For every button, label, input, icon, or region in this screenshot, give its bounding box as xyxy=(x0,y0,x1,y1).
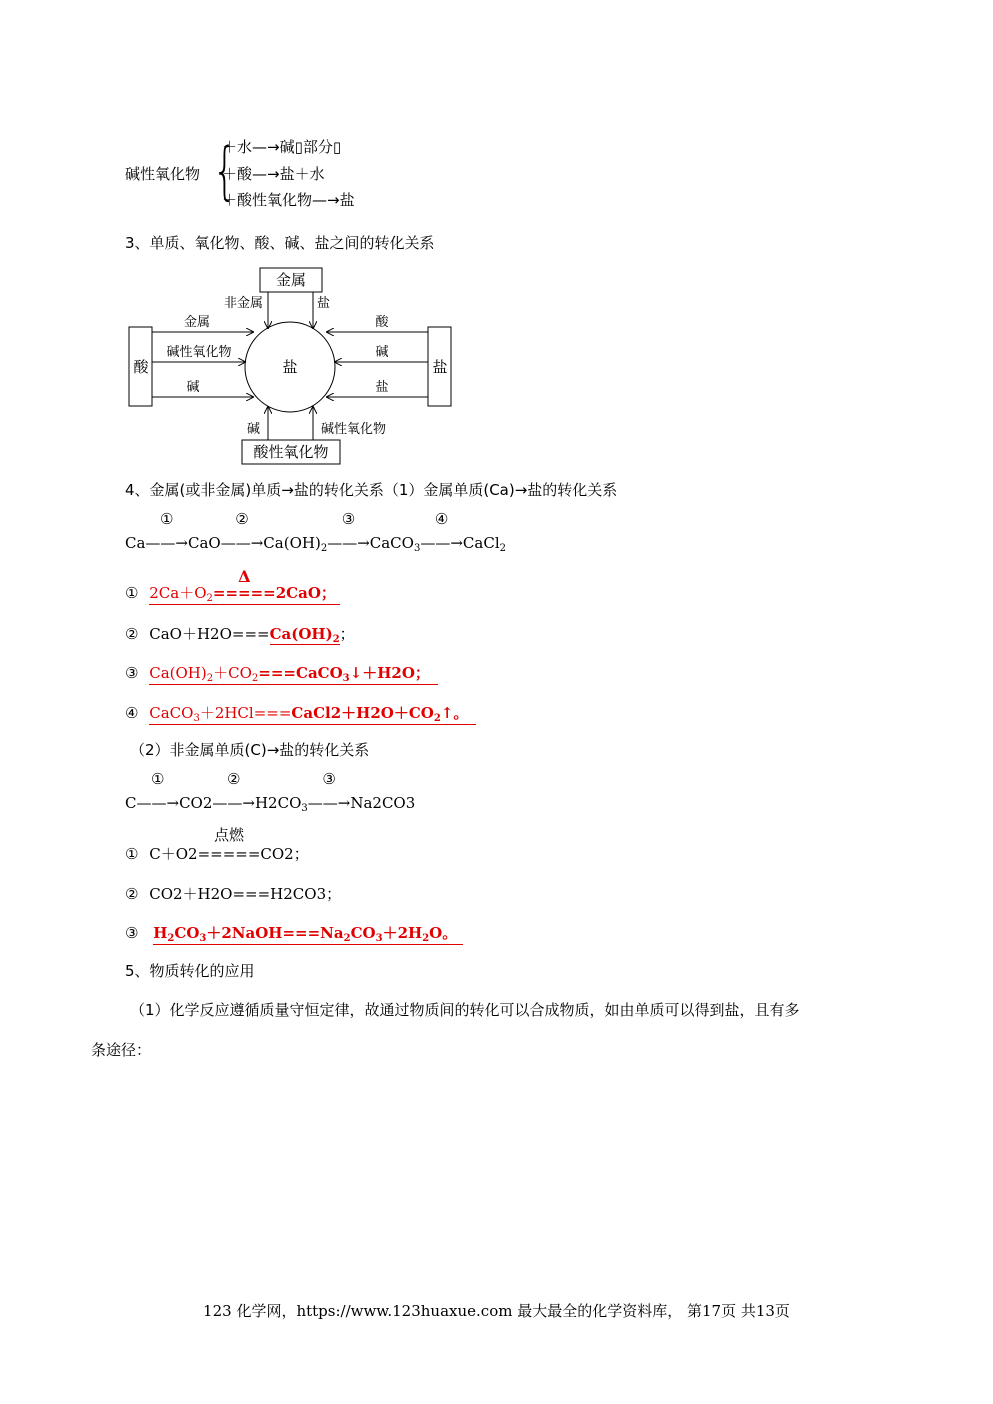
ca-chain-arrow-1: ——→ ① xyxy=(145,510,188,552)
section-5-paragraph-line-2: 条途径： xyxy=(91,1041,152,1059)
ca-chain-arrow-2: ——→ ② xyxy=(220,510,264,552)
left-box-text: 酸 xyxy=(133,358,149,376)
c-chain-species-4: Na2CO3 xyxy=(350,794,416,812)
right-label-2: 碱 xyxy=(375,345,389,360)
ca-eq-1: ① $2Ca+O_2=====$ Δ 2CaO； xyxy=(125,583,340,605)
left-label-1: 金属 xyxy=(183,315,211,330)
bottom-right-label: 碱性氧化物 xyxy=(321,422,387,437)
ca-chain-species-1: Ca xyxy=(125,534,146,552)
ca-chain-species-3: Ca(OH) xyxy=(263,534,321,552)
c-chain-species-3: H2CO xyxy=(254,794,302,812)
oxide-line-1: ＋水—→碱▯部分▯ xyxy=(222,138,342,156)
ca-chain-species-2: CaO xyxy=(188,534,221,552)
basic-oxide-label: 碱性氧化物 xyxy=(125,165,201,183)
left-label-3: 碱 xyxy=(186,380,200,395)
ca-eq-3: ③ $Ca(OH)_2+CO_2===CaCO_3↓+H2O$； xyxy=(125,663,438,685)
c-eq-3: ③ $H_2CO_3+2NaOH===Na_2CO_3+2H_2O$。 xyxy=(125,923,463,945)
bottom-left-label: 碱 xyxy=(246,422,260,437)
c-eq-1: ① C＋O2===== 点燃 CO2； xyxy=(125,826,309,863)
c-chain-arrow-3: ——→ ③ xyxy=(307,770,351,812)
c-chain-arrow-1: ——→ ① xyxy=(136,770,180,812)
ca-eq-4: ④ $CaCO_3+2HCl===CaCl2+H2O+CO_2↑$。 xyxy=(125,703,476,725)
ca-eq-2: ② $CaO+H2O===Ca(OH)_2$； xyxy=(125,625,355,645)
top-left-label: 非金属 xyxy=(223,296,263,311)
section-3-title: 3、单质、氧化物、酸、碱、盐之间的转化关系 xyxy=(125,234,435,252)
top-right-label: 盐 xyxy=(317,296,331,311)
section-5-paragraph-line-1: （1）化学反应遵循质量守恒定律，故通过物质间的转化可以合成物质，如由单质可以得到盐，且有多 xyxy=(130,1001,800,1019)
right-box-text: 盐 xyxy=(432,358,448,376)
right-label-1: 酸 xyxy=(375,315,389,330)
section-4b-title: （2）非金属单质(C)→盐的转化关系 xyxy=(130,741,370,759)
ca-chain-species-4: CaCO xyxy=(369,534,414,552)
left-label-2: 碱性氧化物 xyxy=(166,345,232,360)
section-5-title: 5、物质转化的应用 xyxy=(125,962,255,980)
section-4-title: 4、金属(或非金属)单质→盐的转化关系（1）金属单质(Ca)→盐的转化关系 xyxy=(125,481,618,499)
ca-chain-arrow-3: ——→ ③ xyxy=(327,510,370,552)
top-box-text: 金属 xyxy=(275,271,307,289)
c-chain-arrow-2: ——→ ② xyxy=(212,770,255,812)
oxide-line-3: ＋酸性氧化物—→盐 xyxy=(222,191,355,209)
ca-chain-species-5: CaCl xyxy=(462,534,500,552)
oxide-line-2: ＋酸—→盐＋水 xyxy=(222,165,325,183)
center-circle-text: 盐 xyxy=(282,358,298,376)
bottom-box-text: 酸性氧化物 xyxy=(253,443,329,461)
ca-chain: Ca——→ ① CaO——→ ② $Ca(OH)_2——\to$ ③ CaCO$_3$——→ ④ CaCl$_2$ xyxy=(125,510,506,554)
c-eq-2: ② CO2＋H2O===H2CO3； xyxy=(125,885,342,903)
c-chain-species-1: C xyxy=(125,794,137,812)
curly-brace: { xyxy=(212,134,237,207)
right-label-3: 盐 xyxy=(375,380,389,395)
page-footer: 123 化学网，https://www.123huaxue.com 最大最全的化学资料库， 第17页 共13页 xyxy=(203,1302,790,1320)
ca-chain-arrow-4: ——→ ④ xyxy=(420,510,463,552)
c-chain: C——→ ① CO2——→ ② $H2CO_3——\to$ ③ Na2CO3 xyxy=(125,770,416,814)
conversion-diagram xyxy=(125,265,465,465)
c-chain-species-2: CO2 xyxy=(179,794,213,812)
